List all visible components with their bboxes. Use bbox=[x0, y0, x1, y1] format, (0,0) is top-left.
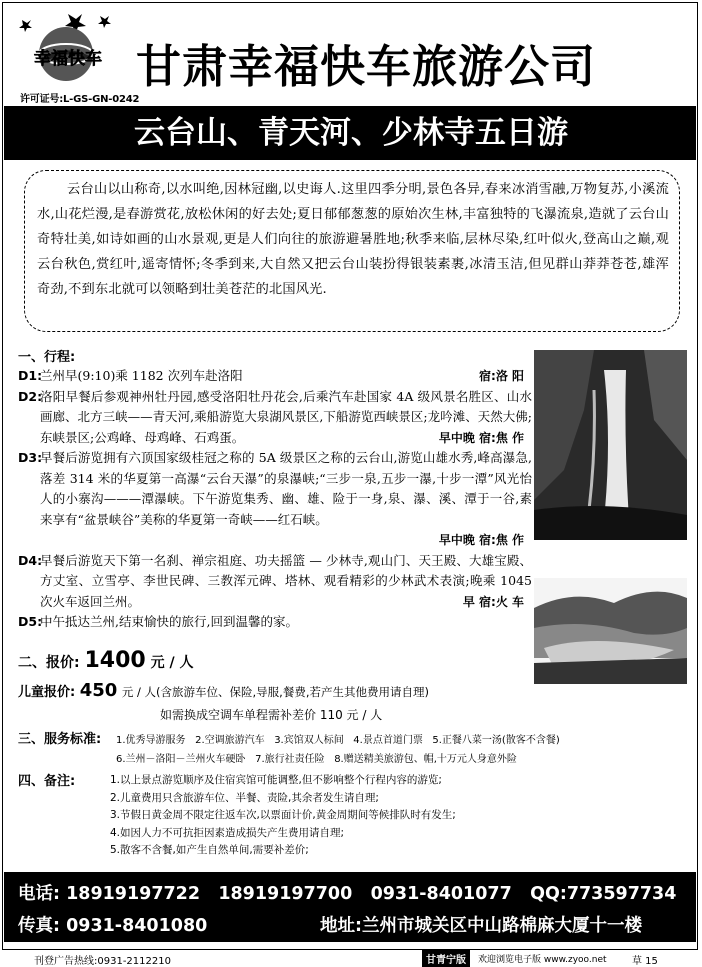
itinerary-heading: 一、行程: bbox=[18, 350, 76, 365]
address: 地址:兰州市城关区中山路棉麻大厦十一楼 bbox=[320, 916, 642, 936]
ad-hotline: 刊登广告热线:0931-2112210 bbox=[34, 956, 171, 967]
price-child: 儿童报价: 450 元 / 人(含旅游车位、保险,导服,餐费,若产生其他费用请自理) bbox=[18, 680, 429, 701]
lake-photo bbox=[534, 578, 687, 684]
itinerary-list bbox=[18, 366, 532, 633]
contact-bar bbox=[4, 872, 696, 942]
welcome-text: 欢迎浏览电子版 www.zyoo.net bbox=[478, 955, 607, 965]
edition-badge: 甘青宁版 bbox=[422, 950, 470, 967]
phone-line: 电话: 18919197722 18919197700 0931-8401077 QQ:773597734 bbox=[18, 884, 677, 904]
ac-note: 如需换成空调车单程需补差价 110 元 / 人 bbox=[160, 708, 383, 722]
page-number: 草 15 bbox=[632, 956, 658, 967]
adult-price: 1400 bbox=[84, 648, 146, 673]
itinerary-day: D2: 洛阳早餐后参观神州牡丹园,感受洛阳牡丹花会,后乘汽车赴国家 4A 级风景名胜区、山水画廊、北方三峡——青天河,乘船游览大泉湖风景区,下船游览西峡景区;龙吟滩、天然大佛;东峡景区;公鸡峰、母鸡峰、石鸡蛋。 早中晚 宿:焦 作 bbox=[18, 388, 532, 445]
license-number: 许可证号:L-GS-GN-0242 bbox=[20, 94, 140, 105]
itinerary-day: D5: 中午抵达兰州,结束愉快的旅行,回到温馨的家。 bbox=[18, 614, 298, 629]
svg-text:幸福快车: 幸福快车 bbox=[34, 49, 102, 69]
service-heading: 三、服务标准: bbox=[18, 732, 102, 747]
notes-list: 1.以上景点游览顺序及住宿宾馆可能调整,但不影响整个行程内容的游览; 2.儿童费用只含旅游车位、半餐、责险,其余者发生请自理; 3.节假日黄金周不限定往返车次,以票面计价,黄金周期间等候排队时有发生; 4.如因人力不可抗拒因素造成损失产生费用请自理; 5.散客不含餐,如产生自然单间,需要补差价; bbox=[110, 774, 456, 856]
price-adult: 二、报价: 1400 元 / 人 bbox=[18, 648, 194, 673]
intro-box bbox=[24, 170, 680, 332]
fax-line: 传真: 0931-8401080 bbox=[18, 916, 208, 936]
notes-heading: 四、备注: bbox=[18, 774, 76, 789]
intro-text: 云台山以山称奇,以水叫绝,因林冠幽,以史诲人.这里四季分明,景色各异,春来冰消雪融,万物复苏,小溪流水,山花烂漫,是春游赏花,放松休闲的好去处;夏日郁郁葱葱的原始次生林,丰富独特的飞瀑流泉,造就了云台山奇特壮美,如诗如画的山水景观,更是人们向往的旅游避暑胜地;秋季来临,层林尽染,红叶似火,登高山之巅,观云台秋色,赏红叶,遥寄情怀;冬季到来,大自然又把云台山装扮得银装素裹,冰清玉洁,但见群山莽莽苍苍,雄浑奇劲,不到东北就可以领略到壮美苍茫的北国风光. bbox=[37, 182, 669, 297]
itinerary-day: D4: 早餐后游览天下第一名刹、禅宗祖庭、功夫摇篮 — 少林寺,观山门、天王殿、大雄宝殿、方丈室、立雪亭、李世民碑、三教浑元碑、塔林、观看精彩的少林武术表演;晚乘 1045 次火车返回兰州。 早 宿:火 车 bbox=[18, 552, 532, 609]
service-list: 1.优秀导游服务 2.空调旅游汽车 3.宾馆双人标间 4.景点首道门票 5.正餐八菜一汤(散客不含餐) 6.兰州－洛阳－兰州火车硬卧 7.旅行社责任险 8.赠送精美旅游包、帽,十万元人身意外险 bbox=[116, 735, 560, 765]
company-name: 甘肃幸福快车旅游公司 bbox=[136, 40, 597, 93]
waterfall-photo bbox=[534, 350, 687, 540]
tour-title: 云台山、青天河、少林寺五日游 bbox=[134, 115, 568, 151]
company-logo bbox=[8, 6, 128, 92]
itinerary-day: D3: 早餐后游览拥有六顶国家级桂冠之称的 5A 级景区之称的云台山,游览山雄水秀,峰高瀑急,落差 314 米的华夏第一高瀑“云台天瀑”的泉瀑峡;“三步一泉,五步一瀑,十步一潭”风光怡人的小寨沟———潭瀑峡。下午游览集秀、幽、雄、险于一身,泉、瀑、溪、潭于一谷,素来享有“盆景峡谷”美称的华夏第一奇峡——红石峡。 早中晚 宿:焦 作 bbox=[18, 450, 532, 547]
footer bbox=[0, 950, 702, 966]
itinerary-day: D1: 兰州早(9:10)乘 1182 次列车赴洛阳 宿:洛 阳 bbox=[18, 368, 524, 383]
